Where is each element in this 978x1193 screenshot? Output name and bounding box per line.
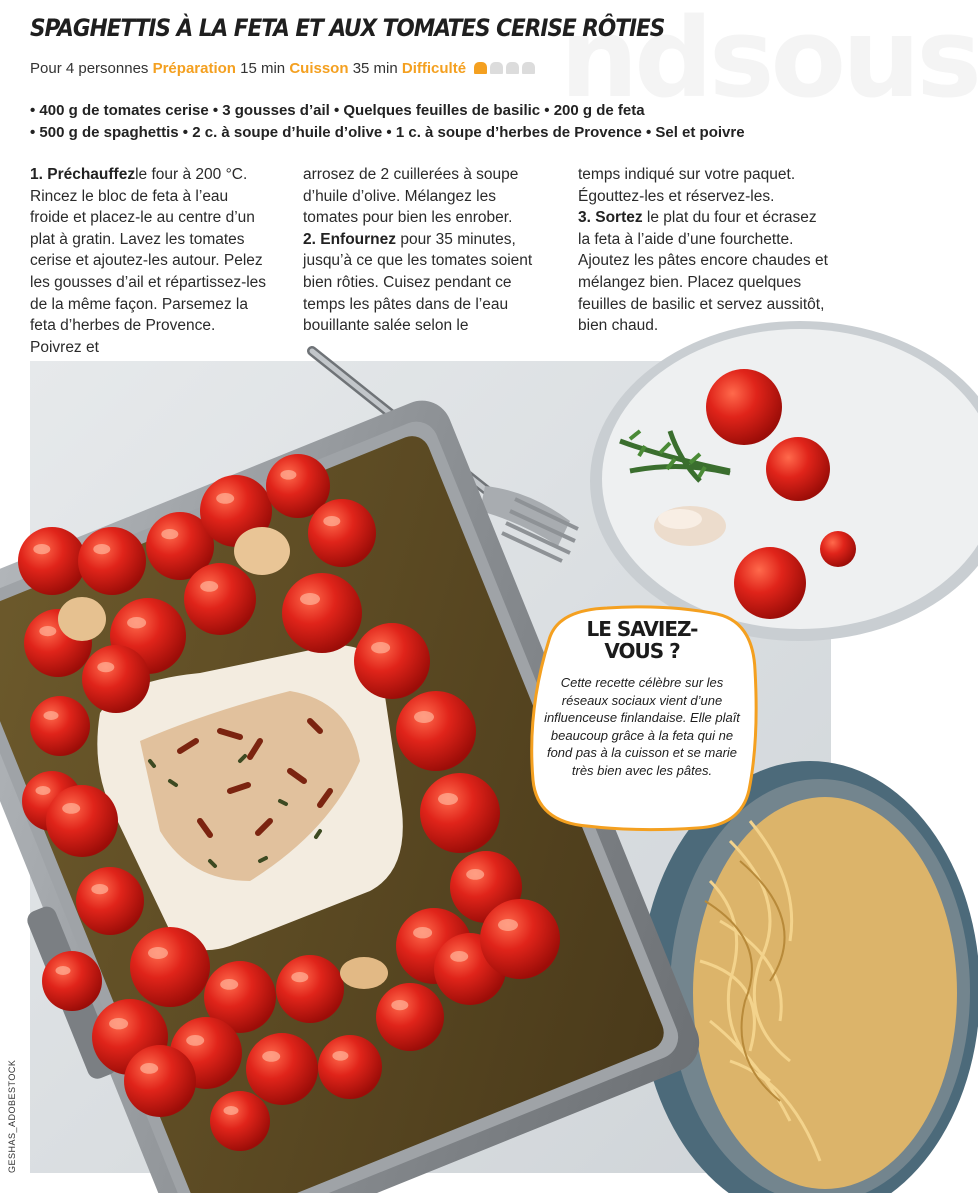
tomato-highlight xyxy=(262,1051,280,1062)
tomato xyxy=(308,499,376,567)
tomato-highlight xyxy=(36,786,51,795)
tomato-highlight xyxy=(391,1000,408,1010)
tomato-highlight xyxy=(161,529,178,539)
tomato-highlight xyxy=(186,1035,204,1046)
tomato-highlight xyxy=(280,470,296,480)
tomato xyxy=(76,867,144,935)
tomato-highlight xyxy=(216,493,234,504)
tomato xyxy=(318,1035,382,1099)
tomato-highlight xyxy=(413,927,432,938)
callout-title xyxy=(527,618,757,662)
tomato-highlight xyxy=(97,662,114,672)
tomato xyxy=(124,1045,196,1117)
cook-label: Cuisson xyxy=(289,60,349,77)
tomato-highlight xyxy=(56,966,71,975)
tomato-highlight xyxy=(91,884,108,894)
tomato xyxy=(376,983,444,1051)
photo-credit: GESHAS_ADOBESTOCK xyxy=(7,1059,17,1173)
tomato-highlight xyxy=(148,947,168,959)
step-2-heading: 2. Enfournez xyxy=(303,230,397,248)
tomato-highlight xyxy=(39,626,56,636)
tomato-highlight xyxy=(498,919,518,931)
tomato xyxy=(184,563,256,635)
tomato xyxy=(420,773,500,853)
tomato xyxy=(396,691,476,771)
tomato-highlight xyxy=(332,1051,348,1061)
ingredients-line: • 500 g de spaghettis • 2 c. à soupe d’huile d’olive • 1 c. à soupe d’herbes de Provence • Sel et poivre xyxy=(30,124,745,141)
tomato xyxy=(82,645,150,713)
tomato xyxy=(246,1033,318,1105)
step-1-text-cont: arrosez de 2 cuillerées à soupe d’huile d’olive. Mélangez les tomates pour bien les enrober. xyxy=(303,166,519,227)
tomato-highlight xyxy=(33,544,50,554)
tomato-highlight xyxy=(291,972,308,982)
tomato-highlight xyxy=(220,979,238,990)
tomato-highlight xyxy=(62,803,80,814)
step-2-text-cont: temps indiqué sur votre paquet. Égouttez-les et réservez-les. xyxy=(578,166,796,205)
tomato-highlight xyxy=(300,593,320,605)
tomato-highlight xyxy=(44,711,59,720)
tomato xyxy=(480,899,560,979)
tomato-highlight xyxy=(438,793,458,805)
tomato-highlight xyxy=(414,711,434,723)
difficulty-label: Difficulté xyxy=(401,60,467,77)
tomato-highlight xyxy=(109,1018,128,1029)
steps-column-2 xyxy=(303,164,548,337)
tomato-highlight xyxy=(127,617,146,628)
steps-column-1 xyxy=(30,164,270,358)
tomato xyxy=(78,527,146,595)
tomato-highlight xyxy=(224,1106,239,1115)
garlic-clove xyxy=(234,527,290,575)
tomato-highlight xyxy=(200,581,218,592)
callout-text: Cette recette célèbre sur les réseaux sociaux vient d’une influenceuse finlandaise. Elle plaît beaucoup grâce à la feta qui ne fond pas à la cuisson et se marie très bien avec les pâtes. xyxy=(544,675,740,778)
callout-title-line: VOUS ? xyxy=(604,639,680,663)
ingredients-list xyxy=(30,100,810,144)
step-1-heading: 1. Préchauffez xyxy=(30,166,136,183)
chef-hat-icon xyxy=(506,62,519,74)
tomato xyxy=(130,927,210,1007)
step-1-text: le four à 200 °C. Rincez le bloc de feta à l’eau froide et placez-le au centre d’un plat à gratin. Lavez les tomates cerise et ajoutez-les autour. Pelez les gousses d’ail et répartissez-les de la même façon. Parsemez la feta d’herbes de Provence. Poivrez et xyxy=(30,166,267,356)
tomato xyxy=(282,573,362,653)
tomato-highlight xyxy=(323,516,340,526)
did-you-know-callout xyxy=(527,600,757,832)
tomato-highlight xyxy=(371,642,390,653)
difficulty-rating xyxy=(474,61,538,78)
chef-hat-icon xyxy=(490,62,503,74)
garlic-clove xyxy=(340,957,388,989)
chef-hat-icon xyxy=(474,62,487,74)
garlic-clove xyxy=(58,597,106,641)
step-3-text: le plat du four et écrasez la feta à l’aide d’une fourchette. Ajoutez les pâtes encore chaudes et mélangez bien. Placez quelques feuilles de basilic et servez aussitôt, bien chaud. xyxy=(578,209,828,335)
tomato xyxy=(354,623,430,699)
chef-hat-icon xyxy=(522,62,535,74)
prep-value: 15 min xyxy=(240,60,286,77)
steps-column-3 xyxy=(578,164,828,337)
tomato xyxy=(46,785,118,857)
tomato xyxy=(42,951,102,1011)
tomato xyxy=(210,1091,270,1151)
background-watermark: ndsous xyxy=(560,0,978,122)
tomato xyxy=(18,527,86,595)
tomato-highlight xyxy=(93,544,110,554)
servings: Pour 4 personnes xyxy=(30,60,149,77)
cook-value: 35 min xyxy=(352,60,398,77)
tomato-highlight xyxy=(466,869,484,880)
tomato xyxy=(276,955,344,1023)
step-2-text: pour 35 minutes, jusqu’à ce que les tomates soient bien rôties. Cuisez pendant ce temps les pâtes dans de l’eau bouillante salée selon le xyxy=(303,230,533,335)
tomato-highlight xyxy=(450,951,468,962)
recipe-title: SPAGHETTIS À LA FETA ET AUX TOMATES CERISE RÔTIES xyxy=(30,14,665,42)
recipe-meta xyxy=(30,60,538,78)
step-3-heading: 3. Sortez xyxy=(578,209,643,227)
callout-title-line: LE SAVIEZ- xyxy=(586,617,698,641)
ingredients-line: • 400 g de tomates cerise • 3 gousses d’ail • Quelques feuilles de basilic • 200 g de feta xyxy=(30,102,645,119)
tomato xyxy=(30,696,90,756)
tomato-highlight xyxy=(140,1063,158,1074)
prep-label: Préparation xyxy=(152,60,236,77)
